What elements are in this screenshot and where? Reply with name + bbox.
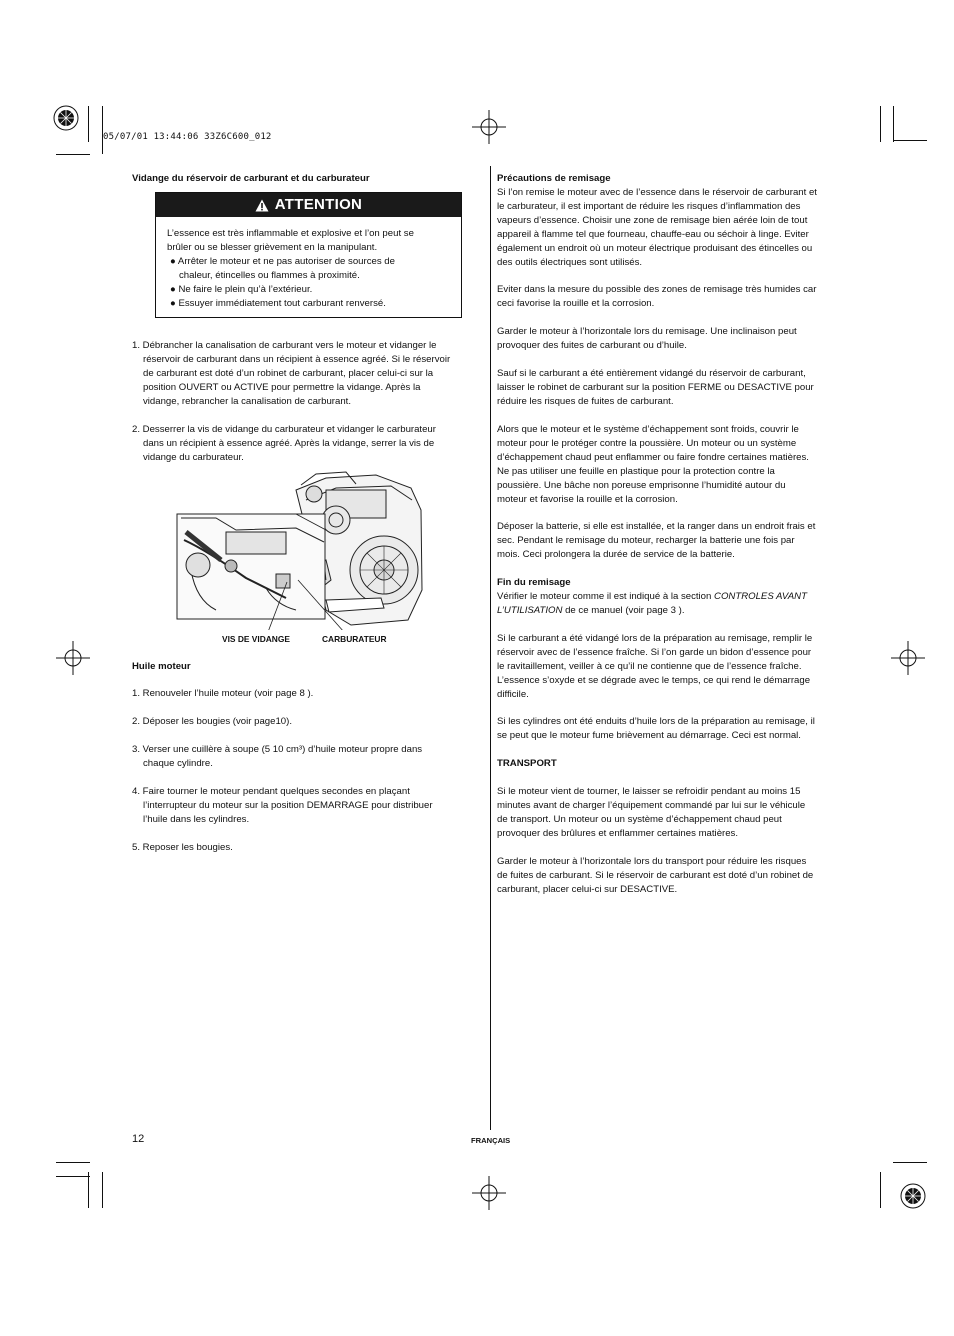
text-line: des outils électriques sont utilisés. <box>497 257 643 268</box>
oil-step-3 <box>132 743 484 771</box>
paragraph-storage-6 <box>497 520 857 562</box>
text-line: Eviter dans la mesure du possible des zones de remisage très humides car <box>497 284 817 295</box>
step-text: l’interrupteur du moteur sur la position DEMARRAGE pour distribuer <box>143 800 433 811</box>
crop-mark <box>56 1162 90 1163</box>
text-span: de ce manuel (voir page 3 ). <box>562 605 685 616</box>
section-title-storage-precautions: Précautions de remisage <box>497 173 611 184</box>
crosshair-icon <box>472 1176 506 1210</box>
text-line: de transport. Un moteur ou un système d’échappement chaud peut <box>497 814 782 825</box>
paragraph-storage-5 <box>497 423 857 507</box>
warning-bullet: chaleur, étincelles ou flammes à proximité. <box>179 270 360 281</box>
language-label: FRANÇAIS <box>471 1136 511 1145</box>
oil-step-4 <box>132 785 484 827</box>
step-text: de carburant est doté d’un robinet de carburant, placer celui-ci sur la <box>143 368 434 379</box>
crop-mark <box>102 1172 103 1208</box>
oil-step-2: 2. Déposer les bougies (voir page10). <box>132 716 292 727</box>
oil-step-1: 1. Renouveler l’huile moteur (voir page 8 ). <box>132 688 314 699</box>
page-number: 12 <box>132 1133 145 1145</box>
registration-target-icon <box>52 104 80 132</box>
step-text: 3. Verser une cuillère à soupe (5 10 cm³) d’huile moteur propre dans <box>132 744 423 755</box>
figure-label-drain-screw: VIS DE VIDANGE <box>222 634 290 644</box>
crop-mark <box>880 1172 881 1208</box>
oil-step-5: 5. Reposer les bougies. <box>132 842 233 853</box>
crosshair-icon <box>56 641 90 675</box>
text-line: appareil à flamme tel que fourneau, chauffe-eau ou séchoir à linge. Eviter <box>497 229 809 240</box>
paragraph-transport-2 <box>497 855 857 897</box>
warning-triangle-icon <box>255 199 269 212</box>
text-line: également un endroit où un moteur électrique produisant des étincelles ou <box>497 243 813 254</box>
text-line: se peut que le moteur fume brièvement au démarrage. Ceci est normal. <box>497 730 801 741</box>
text-italic: CONTROLES AVANT <box>714 591 807 602</box>
paragraph-storage-1 <box>497 186 857 270</box>
text-line: carburant, placer celui-ci sur DESACTIVE. <box>497 884 678 895</box>
step-2 <box>132 423 484 465</box>
text-line: Ne pas utiliser une feuille en plastique pour la protection contre la <box>497 466 775 477</box>
paragraph-storage-2 <box>497 283 857 311</box>
text-line: mois. Ceci prolongera la durée de service de la batterie. <box>497 549 735 560</box>
section-title-draining: Vidange du réservoir de carburant et du carburateur <box>132 173 370 184</box>
text-span: Vérifier le moteur comme il est indiqué à la section <box>497 591 715 602</box>
paragraph-end-storage-1 <box>497 590 857 618</box>
step-text: 2. Desserrer la vis de vidange du carburateur et vidanger le carburateur <box>132 424 436 435</box>
step-text: 4. Faire tourner le moteur pendant quelques secondes en plaçant <box>132 786 410 797</box>
warning-bullet: ● Essuyer immédiatement tout carburant renversé. <box>170 298 386 309</box>
crosshair-icon <box>472 110 506 144</box>
paragraph-transport-1 <box>497 785 857 841</box>
step-text: vidange du carburateur. <box>143 452 244 463</box>
column-divider <box>490 166 491 1130</box>
text-line: Si le moteur vient de tourner, le laisser se refroidir pendant au moins 15 <box>497 786 801 797</box>
text-line: provoquer des brûlures et enflammer certaines matières. <box>497 828 739 839</box>
paragraph-end-storage-3 <box>497 715 857 743</box>
carburetor-illustration <box>176 470 426 630</box>
crop-mark <box>893 140 927 141</box>
text-line: réduire les risques de fuites de carburant. <box>497 396 674 407</box>
section-title-end-of-storage: Fin du remisage <box>497 577 571 588</box>
text-line: sec. Pendant le remisage du moteur, recharger la batterie une fois par <box>497 535 795 546</box>
warning-bullet: ● Ne faire le plein qu’à l’extérieur. <box>170 284 313 295</box>
text-line: ceci favorise la rouille et la corrosion. <box>497 298 655 309</box>
text-line: minutes avant de charger l’équipement commandé par lui sur le véhicule <box>497 800 806 811</box>
warning-body <box>156 217 461 311</box>
text-line: laisser le robinet de carburant sur la position FERME ou DESACTIVE pour <box>497 382 814 393</box>
step-1 <box>132 339 484 409</box>
crop-mark <box>893 1162 927 1163</box>
text-line: Déposer la batterie, si elle est installée, et la ranger dans un endroit frais et <box>497 521 816 532</box>
crop-mark <box>56 154 90 155</box>
warning-box <box>155 192 462 318</box>
text-line: Alors que le moteur et le système d’échappement sont froids, couvrir le <box>497 424 799 435</box>
text-line: moteur et favorise la rouille et la corrosion. <box>497 494 678 505</box>
text-italic: L’UTILISATION <box>497 605 563 616</box>
text-line: Si les cylindres ont été enduits d’huile lors de la préparation au remisage, il <box>497 716 815 727</box>
warning-title: ATTENTION <box>274 196 363 213</box>
print-stamp: 05/07/01 13:44:06 33Z6C600_012 <box>103 132 272 142</box>
step-text: dans un récipient à essence agréé. Après la vidange, serrer la vis de <box>143 438 435 449</box>
step-text: chaque cylindre. <box>143 758 213 769</box>
crop-mark <box>56 1176 90 1177</box>
text-line: poussière. Une bâche non poreuse emprisonne l’humidité autour du <box>497 480 786 491</box>
paragraph-end-storage-2 <box>497 632 857 702</box>
crosshair-icon <box>891 641 925 675</box>
text-line: de fuites de carburant. Si le réservoir de carburant est doté d’un robinet de <box>497 870 814 881</box>
section-title-transport: TRANSPORT <box>497 758 557 769</box>
text-line: Si le carburant a été vidangé lors de la préparation au remisage, remplir le <box>497 633 813 644</box>
warning-header <box>156 193 461 217</box>
text-line: Garder le moteur à l’horizontale lors du remisage. Une inclinaison peut <box>497 326 797 337</box>
step-text: réservoir de carburant dans un récipient à essence agréé. Si le réservoir <box>143 354 451 365</box>
warning-bullet: ● Arrêter le moteur et ne pas autoriser de sources de <box>170 256 395 267</box>
text-line: L’essence s’oxyde et se dégrade avec le temps, ce qui rend le démarrage <box>497 675 811 686</box>
crop-mark <box>88 1172 89 1208</box>
text-line: d’échappement chaud peut enflammer ou faire fondre certaines matières. <box>497 452 809 463</box>
text-line: provoquer des fuites de carburant ou d’huile. <box>497 340 687 351</box>
figure-label-carburetor: CARBURATEUR <box>322 634 387 644</box>
step-text: 1. Débrancher la canalisation de carburant vers le moteur et vidanger le <box>132 340 437 351</box>
text-line: réservoir avec de l’essence fraîche. Si l’on garde un bidon d’essence pour <box>497 647 812 658</box>
crop-mark <box>880 106 881 142</box>
step-text: l’huile dans les cylindres. <box>143 814 250 825</box>
text-line: difficile. <box>497 689 529 700</box>
warning-text: L’essence est très inflammable et explosive et l’on peut se <box>167 228 414 239</box>
text-line: Si l’on remise le moteur avec de l’essence dans le réservoir de carburant et <box>497 187 817 198</box>
text-line: Sauf si le carburant a été entièrement vidangé du réservoir de carburant, <box>497 368 806 379</box>
crop-mark <box>893 106 894 142</box>
paragraph-storage-3 <box>497 325 857 353</box>
text-line: le ravitaillement, veiller à ce qu’il ne contienne que de l’essence fraîche. <box>497 661 802 672</box>
paragraph-storage-4 <box>497 367 857 409</box>
text-line: le carburateur, il est important de réduire les risques d’inflammation des <box>497 201 801 212</box>
crop-mark <box>88 106 89 142</box>
registration-target-icon <box>899 1182 927 1210</box>
text-line: Garder le moteur à l’horizontale lors du transport pour réduire les risques <box>497 856 807 867</box>
section-title-oil: Huile moteur <box>132 661 191 672</box>
step-text: position OUVERT ou ACTIVE pour permettre la vidange. Après la <box>143 382 421 393</box>
text-line: moteur pour le protéger contre la poussière. Un moteur ou un système <box>497 438 797 449</box>
step-text: vidange, rebrancher la canalisation de carburant. <box>143 396 351 407</box>
text-line: vapeurs d’essence. Choisir une zone de remisage bien aérée loin de tout <box>497 215 808 226</box>
warning-text: brûler ou se blesser grièvement en la manipulant. <box>167 242 378 253</box>
